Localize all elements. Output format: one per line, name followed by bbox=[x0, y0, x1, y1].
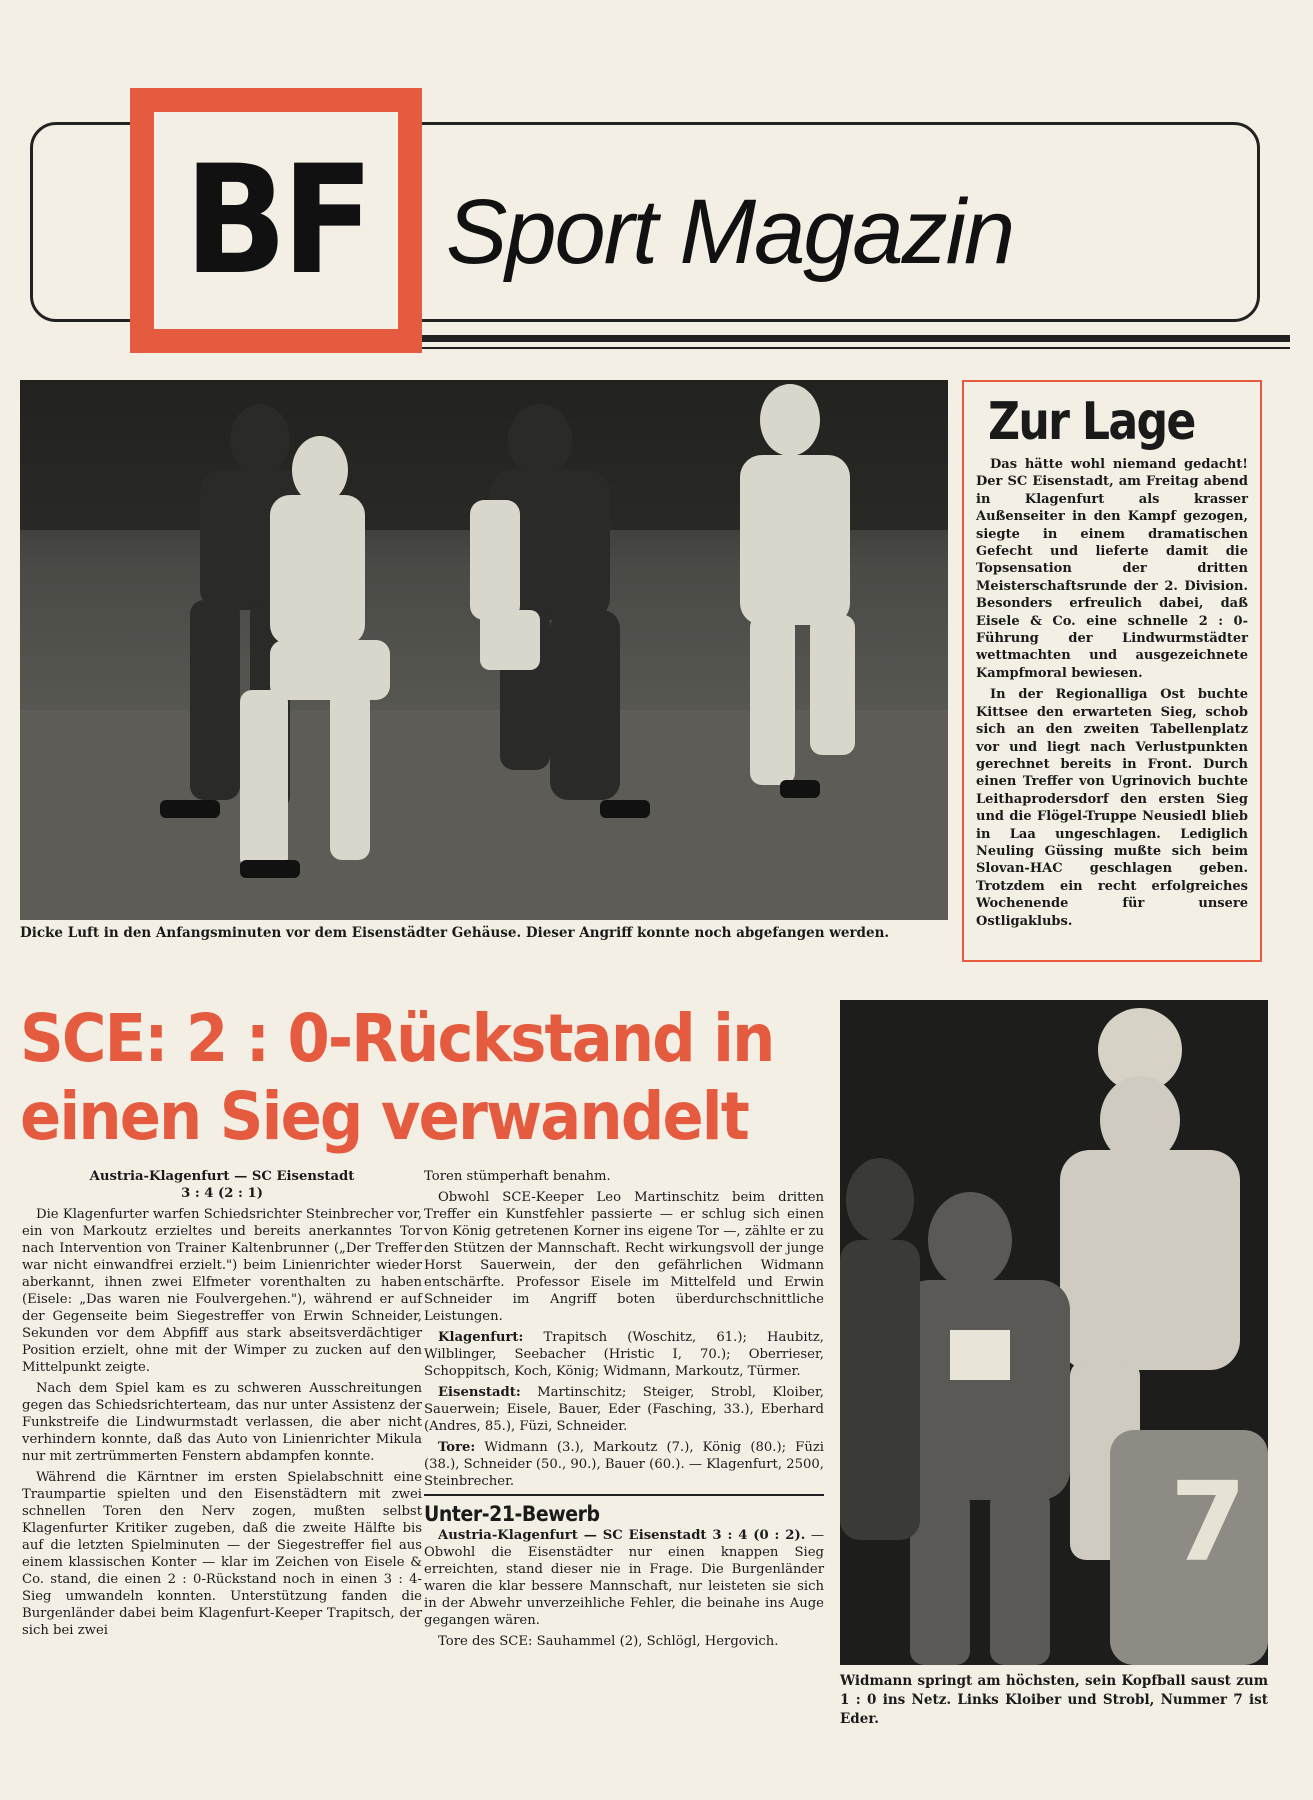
zur-lage-title: Zur Lage bbox=[988, 392, 1195, 452]
u21-goals: Tore des SCE: Sauhammel (2), Schlögl, Hergovich. bbox=[438, 1634, 779, 1649]
article-paragraph-2: Nach dem Spiel kam es zu schweren Ausschreitungen gegen das Schiedsrichterteam, das nur unter Assistenz der Funkstreife die Lindwurmstadt verlassen, die aber nicht verhindern konnte, daß das Auto von Linienrichter Mikula nur mit zertrümmerten Fenstern abdampfen konnte. bbox=[22, 1381, 422, 1464]
masthead-rule-thick bbox=[422, 335, 1290, 342]
article-continuation: Toren stümperhaft benahm. bbox=[424, 1169, 611, 1184]
masthead-rule-thin bbox=[422, 347, 1290, 349]
section-divider bbox=[424, 1494, 824, 1496]
headline-line-1: SCE: 2 : 0-Rückstand in bbox=[20, 1000, 774, 1077]
article-paragraph-4: Obwohl SCE-Keeper Leo Martinschitz beim dritten Treffer ein Kunstfehler passierte — er schlug sich einen von König getretenen Korner ins eigene Tor —, zählte er zu den Stützen der Mannschaft. Recht wirkungsvoll der junge Horst Sauerwein, der den gefährlichen Widmann entschärfte. Professor Eisele im Mittelfeld und Erwin Schneider im Angriff boten überdurchschnittliche Leistungen. bbox=[424, 1190, 824, 1324]
football-scene-image bbox=[20, 380, 948, 920]
bf-logo-inner bbox=[154, 112, 398, 329]
heading-action-photo bbox=[840, 1000, 1268, 1665]
magazine-title: Sport Magazin bbox=[446, 181, 1014, 283]
main-headline bbox=[20, 1000, 774, 1156]
top-photo-caption: Dicke Luft in den Anfangsminuten vor dem Eisenstädter Gehäuse. Dieser Angriff konnte noch abgefangen werden. bbox=[20, 925, 890, 941]
bf-logo-text: BF bbox=[183, 133, 369, 308]
zur-lage-paragraph-1: Das hätte wohl niemand gedacht! Der SC Eisenstadt, am Freitag abend in Klagenfurt als krasser Außenseiter in den Kampf gezogen, siegte in einem dramatischen Gefecht und lieferte damit die Topsensation der dritten Meisterschaftsrunde der 2. Division. Besonders erfreulich dabei, daß Eisele & Co. eine schnelle 2 : 0-Führung der Lindwurmstädter wettmachten und ausgezeichnete Kampfmoral bewiesen. bbox=[976, 457, 1248, 681]
headline-line-2: einen Sieg verwandelt bbox=[20, 1078, 748, 1155]
top-match-photo bbox=[20, 380, 948, 920]
zur-lage-box bbox=[962, 380, 1262, 962]
article-paragraph-1: Die Klagenfurter warfen Schiedsrichter Steinbrecher vor, ein von Markoutz erzieltes und bereits anerkanntes Tor nach Intervention von Trainer Kaltenbrunner („Der Treffer war nicht einwandfrei erzielt.") beim Linienrichter wieder aberkannt, ihnen zwei Elfmeter vorenthalten zu haben (Eisele: „Das waren nie Foulvergehen."), während er auf der Gegenseite beim Siegestreffer von Erwin Schneider, Sekunden vor dem Abpfiff aus stark abseitsverdächtiger Position erzielt, ohne mit der Wimper zu zucken auf den Mittelpunkt zeigte. bbox=[22, 1207, 422, 1375]
match-score: 3 : 4 (2 : 1) bbox=[181, 1186, 263, 1201]
lineup-eisenstadt bbox=[424, 1384, 824, 1435]
match-title: Austria-Klagenfurt — SC Eisenstadt bbox=[89, 1169, 355, 1184]
u21-match: Austria-Klagenfurt — SC Eisenstadt 3 : 4 (0 : 2). bbox=[438, 1528, 806, 1543]
lineup-eisenstadt-text: Martinschitz; Steiger, Strobl, Kloiber, Sauerwein; Eisele, Bauer, Eder (Fasching, 33.), Eberhard (Andres, 85.), Füzi, Schneider. bbox=[424, 1385, 825, 1434]
right-photo-caption: Widmann springt am höchsten, sein Kopfball saust zum 1 : 0 ins Netz. Links Kloiber und Strobl, Nummer 7 ist Eder. bbox=[840, 1673, 1268, 1727]
zur-lage-text bbox=[976, 456, 1248, 930]
article-paragraph-3: Während die Kärntner im ersten Spielabschnitt eine Traumpartie spielten und den Eisenstädtern mit zwei schnellen Toren den Nerv zogen, mußten selbst Klagenfurter Kritiker zugeben, daß die zweite Hälfte bis auf die letzten Spielminuten — der Siegestreffer fiel aus einem klassischen Konter — klar im Zeichen von Eisele & Co. stand, die einen 2 : 0-Rückstand noch in einen 3 : 4-Sieg umwandeln konnten. Unterstützung fanden die Burgenländer dabei beim Klagenfurt-Keeper Trapitsch, der sich bei zwei bbox=[22, 1470, 422, 1638]
u21-heading: Unter-21-Bewerb bbox=[424, 1502, 600, 1526]
bf-logo bbox=[130, 88, 422, 353]
article-column-left bbox=[22, 1168, 422, 1643]
header-scene-image bbox=[840, 1000, 1268, 1665]
zur-lage-paragraph-2: In der Regionalliga Ost buchte Kittsee den erwarteten Sieg, schob sich an den zweiten Tabellenplatz vor und liegt nach Verlustpunkten gerechnet bereits in Front. Durch einen Treffer von Ugrinovich buchte Leithaprodersdorf den ersten Sieg und die Flögel-Truppe Neusiedl blieb in Laa ungeschlagen. Lediglich Neuling Güssing mußte sich beim Slovan-HAC geschlagen geben. Trotzdem ein recht erfolgreiches Wochenende für unsere Ostligaklubs. bbox=[976, 687, 1248, 929]
lineup-klagenfurt-text: Trapitsch (Woschitz, 61.); Haubitz, Wilblinger, Seebacher (Hristic I, 70.); Oberrieser, Schoppitsch, Koch, König; Widmann, Markoutz, Türmer. bbox=[424, 1330, 824, 1379]
goals-line bbox=[424, 1439, 824, 1490]
jersey-number: 7 bbox=[1170, 1458, 1247, 1586]
goals-label: Tore: bbox=[438, 1440, 476, 1455]
lineup-eisenstadt-label: Eisenstadt: bbox=[438, 1385, 521, 1400]
goals-text: Widmann (3.), Markoutz (7.), König (80.); Füzi (38.), Schneider (50., 90.), Bauer (60.). — Klagenfurt, 2500, Steinbrecher. bbox=[424, 1440, 824, 1489]
lineup-klagenfurt bbox=[424, 1329, 824, 1380]
article-column-middle bbox=[424, 1168, 824, 1654]
u21-text: — Obwohl die Eisenstädter nur einen knappen Sieg erreichten, stand dieser nie in Frage. Die Burgenländer waren die klar bessere Mannschaft, nur leisteten sie sich in der Abwehr unverzeihliche Fehler, die beinahe ins Auge gegangen wären. bbox=[424, 1528, 824, 1628]
lineup-klagenfurt-label: Klagenfurt: bbox=[438, 1330, 524, 1345]
u21-paragraph bbox=[424, 1527, 824, 1629]
